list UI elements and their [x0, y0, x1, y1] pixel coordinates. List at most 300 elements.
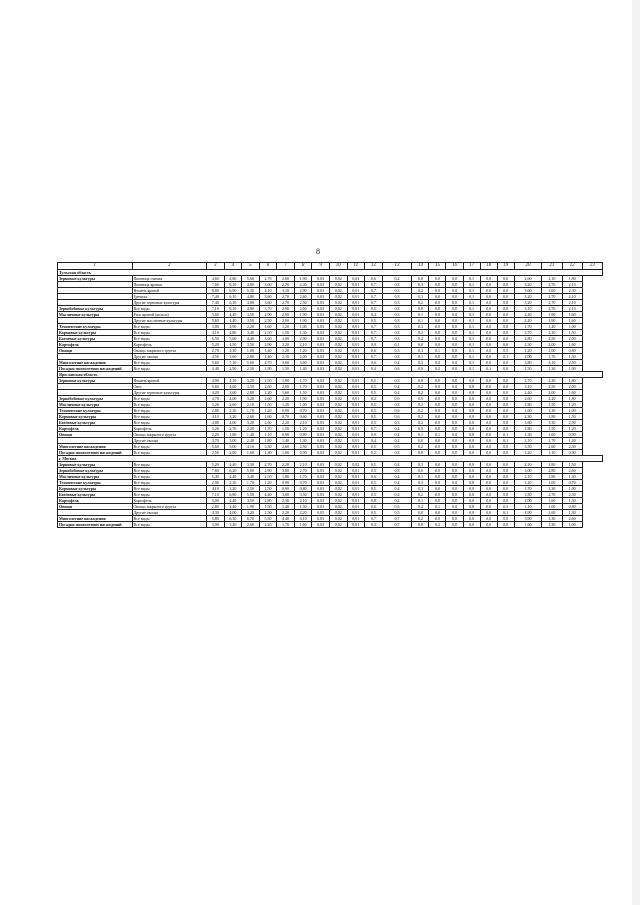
value-cell: 4,10: [259, 288, 277, 294]
value-cell: 2,70: [224, 426, 242, 432]
value-cell: 3,00: [224, 438, 242, 444]
value-cell: 2,50: [242, 486, 260, 492]
value-cell: 0,7: [365, 294, 383, 300]
value-cell: 0,0: [497, 324, 514, 330]
value-cell: 0,0: [480, 468, 497, 474]
value-cell: 3,00: [277, 336, 295, 342]
value-cell: 2,00: [514, 498, 542, 504]
crop-group-cell: Кормовые культуры: [58, 330, 133, 336]
value-cell: 0,02: [329, 510, 347, 516]
value-cell: 4,70: [207, 396, 225, 402]
value-cell: 0,0: [497, 378, 514, 384]
value-cell: 2,60: [242, 414, 260, 420]
value-cell: 1,00: [542, 504, 562, 510]
value-cell: 0,0: [429, 294, 446, 300]
value-cell: 1,30: [562, 498, 582, 504]
value-cell: 1,60: [294, 522, 312, 528]
value-cell: 2,30: [514, 342, 542, 348]
value-cell: 3,90: [207, 522, 225, 528]
value-cell: 4,90: [207, 378, 225, 384]
value-cell: 0,3: [382, 354, 412, 360]
value-cell: 0,0: [463, 432, 480, 438]
value-cell: 2,20: [277, 396, 295, 402]
value-cell: 0,1: [463, 282, 480, 288]
value-cell: 0,4: [382, 492, 412, 498]
value-cell: 4,80: [242, 294, 260, 300]
value-cell: 4,10: [207, 486, 225, 492]
crop-group-cell: Посадки многолетних насаждений: [58, 522, 133, 528]
crop-type-cell: Овощи закрытого грунта: [132, 432, 207, 438]
value-cell: 0,2: [365, 396, 383, 402]
value-cell: 0,0: [429, 384, 446, 390]
value-cell: 1,50: [294, 390, 312, 396]
value-cell: 0,70: [294, 408, 312, 414]
value-cell: 0,0: [497, 468, 514, 474]
value-cell: 1,80: [562, 396, 582, 402]
value-cell: 4,00: [224, 396, 242, 402]
value-cell: 0,0: [412, 468, 429, 474]
value-cell: 2,20: [277, 342, 295, 348]
value-cell: 0,5: [365, 486, 383, 492]
value-cell: 0,0: [446, 312, 463, 318]
table-header-row: [58, 263, 603, 270]
value-cell: 0,0: [480, 294, 497, 300]
value-cell: 0,7: [365, 516, 383, 522]
value-cell: 1,30: [542, 486, 562, 492]
value-cell: 0,01: [347, 306, 365, 312]
value-cell: 0,0: [429, 306, 446, 312]
value-cell: 0,03: [312, 486, 330, 492]
region-name: Тульская область: [58, 270, 603, 276]
value-cell: 0,0: [446, 480, 463, 486]
value-cell: 0,0: [497, 474, 514, 480]
value-cell: 0,0: [446, 522, 463, 528]
value-cell: 0,0: [446, 426, 463, 432]
value-cell: 0,03: [312, 450, 330, 456]
value-cell: 0,03: [312, 444, 330, 450]
value-cell: 0,3: [382, 450, 412, 456]
value-cell: 3,20: [514, 282, 542, 288]
crop-group-cell: Многолетние насаждения: [58, 444, 133, 450]
value-cell: 0,2: [412, 492, 429, 498]
value-cell: 0,0: [446, 486, 463, 492]
value-cell: 0,5: [382, 510, 412, 516]
value-cell: 0,03: [312, 390, 330, 396]
column-header: 14: [412, 263, 429, 270]
value-cell: 0,0: [463, 480, 480, 486]
value-cell: 0,3: [382, 294, 412, 300]
crop-type-cell: Все виды: [132, 444, 207, 450]
value-cell: 5,60: [207, 384, 225, 390]
value-cell: 0,0: [446, 396, 463, 402]
value-cell: 0,02: [329, 474, 347, 480]
value-cell: 1,90: [514, 510, 542, 516]
value-cell: 0,90: [277, 480, 295, 486]
value-cell: 0,0: [446, 444, 463, 450]
value-cell: 4,90: [242, 306, 260, 312]
value-cell: 0,5: [365, 390, 383, 396]
column-header: 11: [347, 263, 365, 270]
value-cell: 0,0: [480, 312, 497, 318]
value-cell: 0,0: [497, 516, 514, 522]
value-cell: 1,30: [294, 330, 312, 336]
value-cell: 0,0: [429, 276, 446, 282]
value-cell: 0,01: [347, 486, 365, 492]
value-cell: 3,50: [242, 384, 260, 390]
value-cell: 0,2: [412, 516, 429, 522]
value-cell: 0,7: [365, 336, 383, 342]
value-cell: 0,02: [329, 450, 347, 456]
value-cell: 0,0: [446, 504, 463, 510]
value-cell: 0,4: [382, 474, 412, 480]
value-cell: 0,03: [312, 396, 330, 402]
value-cell: 0,0: [429, 324, 446, 330]
value-cell: 0,0: [480, 498, 497, 504]
value-cell: 2,00: [294, 354, 312, 360]
value-cell: 2,10: [514, 474, 542, 480]
value-cell: 0,0: [480, 330, 497, 336]
value-cell: 0,0: [446, 510, 463, 516]
value-cell: 0,02: [329, 504, 347, 510]
value-cell: 4,80: [207, 420, 225, 426]
value-cell: 0,1: [463, 354, 480, 360]
value-cell: 3,50: [242, 318, 260, 324]
value-cell: 2,80: [242, 354, 260, 360]
value-cell: 2,70: [514, 330, 542, 336]
value-cell: 0,03: [312, 342, 330, 348]
value-cell: 0,0: [463, 516, 480, 522]
value-cell: 4,10: [207, 414, 225, 420]
value-cell: 0,03: [312, 336, 330, 342]
value-cell: 3,30: [259, 444, 277, 450]
value-cell: 0,02: [329, 342, 347, 348]
value-cell: 0,01: [347, 390, 365, 396]
value-cell: 0,6: [365, 474, 383, 480]
value-cell: 0,1: [463, 300, 480, 306]
value-cell: 2,00: [542, 390, 562, 396]
value-cell: 2,50: [542, 336, 562, 342]
value-cell: 4,40: [259, 492, 277, 498]
value-cell: 0,0: [446, 516, 463, 522]
value-cell: 0,0: [412, 378, 429, 384]
value-cell: 2,90: [259, 342, 277, 348]
value-cell: 0,0: [446, 288, 463, 294]
value-cell: 0,0: [446, 384, 463, 390]
value-cell: 0,6: [365, 504, 383, 510]
crop-group-cell: Овощи: [58, 348, 133, 354]
value-cell: 0,8: [365, 498, 383, 504]
value-cell: 0,2: [412, 288, 429, 294]
value-cell: 0,0: [497, 480, 514, 486]
value-cell: 3,40: [242, 330, 260, 336]
value-cell: 0,0: [463, 402, 480, 408]
value-cell: 0,0: [480, 474, 497, 480]
page-number: 8: [316, 247, 320, 256]
value-cell: 4,60: [224, 384, 242, 390]
value-cell: 0,0: [446, 402, 463, 408]
value-cell: 2,90: [259, 468, 277, 474]
column-header: 20: [514, 263, 542, 270]
value-cell: 0,01: [347, 294, 365, 300]
value-cell: 0,2: [412, 402, 429, 408]
value-cell: 2,20: [542, 396, 562, 402]
crop-type-cell: Все виды: [132, 306, 207, 312]
value-cell: 1,40: [242, 432, 260, 438]
value-cell: 0,2: [412, 408, 429, 414]
value-cell: 1,50: [542, 426, 562, 432]
value-cell: 0,02: [329, 318, 347, 324]
column-header: 17: [463, 263, 480, 270]
value-cell: 1,50: [259, 486, 277, 492]
value-cell: 0,7: [365, 282, 383, 288]
value-cell: 2,50: [294, 444, 312, 450]
crop-group-cell: Посадки многолетних насаждений: [58, 450, 133, 456]
value-cell: 0,9: [365, 342, 383, 348]
value-cell: 3,20: [207, 402, 225, 408]
value-cell: 0,7: [365, 330, 383, 336]
value-cell: 1,50: [562, 414, 582, 420]
value-cell: 1,40: [259, 348, 277, 354]
value-cell: 0,0: [446, 330, 463, 336]
value-cell: 0,5: [365, 480, 383, 486]
value-cell: 2,50: [562, 360, 582, 366]
value-cell: 0,0: [480, 390, 497, 396]
value-cell: 0,0: [480, 426, 497, 432]
value-cell: 0,02: [329, 420, 347, 426]
value-cell: 2,10: [242, 402, 260, 408]
value-cell: 0,02: [329, 492, 347, 498]
column-header: 3: [207, 263, 225, 270]
value-cell: 0,6: [365, 360, 383, 366]
value-cell: 0,5: [365, 468, 383, 474]
value-cell: 2,30: [224, 408, 242, 414]
value-cell: 3,90: [514, 516, 542, 522]
value-cell: 0,0: [497, 330, 514, 336]
value-cell: 2,70: [542, 306, 562, 312]
value-cell: 0,2: [412, 390, 429, 396]
value-cell: 1,30: [294, 504, 312, 510]
value-cell: 0,4: [382, 480, 412, 486]
value-cell: 0,1: [497, 510, 514, 516]
value-cell: 1,90: [259, 366, 277, 372]
value-cell: 1,30: [514, 432, 542, 438]
value-cell: 0,0: [480, 510, 497, 516]
column-header: 23: [582, 263, 602, 270]
value-cell: 3,00: [514, 468, 542, 474]
crop-type-cell: Все виды: [132, 336, 207, 342]
value-cell: 0,03: [312, 330, 330, 336]
value-cell: 3,30: [542, 516, 562, 522]
value-cell: 0,0: [412, 438, 429, 444]
value-cell: 0,0: [497, 420, 514, 426]
crop-type-cell: Другие овощи: [132, 438, 207, 444]
value-cell: 0,0: [429, 516, 446, 522]
value-cell: 4,10: [224, 378, 242, 384]
value-cell: 3,60: [259, 282, 277, 288]
value-cell: 0,0: [463, 444, 480, 450]
value-cell: 0,02: [329, 348, 347, 354]
value-cell: 1,20: [277, 324, 295, 330]
region-name: г. Москва: [58, 456, 603, 462]
value-cell: 4,70: [259, 360, 277, 366]
value-cell: 0,03: [312, 522, 330, 528]
value-cell: 4,80: [242, 300, 260, 306]
value-cell: 1,50: [277, 366, 295, 372]
value-cell: 3,20: [514, 300, 542, 306]
value-cell: 2,10: [277, 354, 295, 360]
value-cell: 0,03: [312, 366, 330, 372]
value-cell: 1,20: [294, 426, 312, 432]
value-cell: 0,0: [497, 486, 514, 492]
value-cell: 1,90: [294, 276, 312, 282]
data-table: [57, 262, 603, 528]
value-cell: 0,0: [480, 384, 497, 390]
value-cell: 1,60: [562, 342, 582, 348]
value-cell: 0,3: [412, 348, 429, 354]
value-cell: 0,3: [382, 336, 412, 342]
crop-group-cell: Масличные культуры: [58, 474, 133, 480]
value-cell: 0,3: [382, 348, 412, 354]
value-cell: 1,80: [542, 414, 562, 420]
value-cell: 1,90: [294, 396, 312, 402]
column-header: 21: [542, 263, 562, 270]
value-cell: 0,0: [429, 312, 446, 318]
value-cell: 1,80: [562, 378, 582, 384]
crop-type-cell: Другие масличные культуры: [132, 318, 207, 324]
value-cell: 0,01: [347, 360, 365, 366]
value-cell: 2,20: [294, 510, 312, 516]
value-cell: 6,10: [224, 306, 242, 312]
value-cell: 0,03: [312, 438, 330, 444]
value-cell: 1,20: [514, 480, 542, 486]
crop-type-cell: Овощи закрытого грунта: [132, 504, 207, 510]
value-cell: 3,60: [259, 300, 277, 306]
value-cell: 0,4: [382, 486, 412, 492]
value-cell: 0,0: [446, 468, 463, 474]
value-cell: 0,90: [562, 432, 582, 438]
value-cell: 0,01: [347, 378, 365, 384]
crop-group-cell: Кормовые культуры: [58, 486, 133, 492]
value-cell: 0,0: [446, 324, 463, 330]
value-cell: 0,4: [382, 426, 412, 432]
value-cell: 4,40: [224, 474, 242, 480]
value-cell: 0,0: [497, 408, 514, 414]
value-cell: 0,01: [347, 414, 365, 420]
value-cell: 3,20: [224, 486, 242, 492]
value-cell: 0,0: [480, 462, 497, 468]
value-cell: 1,00: [294, 402, 312, 408]
value-cell: 0,0: [463, 408, 480, 414]
value-cell: 2,80: [514, 336, 542, 342]
value-cell: 2,50: [259, 510, 277, 516]
value-cell: 1,80: [542, 462, 562, 468]
value-cell: 2,30: [224, 480, 242, 486]
value-cell: 0,2: [382, 276, 412, 282]
value-cell: 5,60: [242, 276, 260, 282]
value-cell: 0,03: [312, 408, 330, 414]
value-cell: 0,1: [412, 312, 429, 318]
value-cell: 0,7: [382, 522, 412, 528]
value-cell: 0,03: [312, 402, 330, 408]
value-cell: 0,0: [480, 486, 497, 492]
value-cell: 0,1: [463, 324, 480, 330]
value-cell: 7,10: [207, 492, 225, 498]
value-cell: 0,0: [497, 276, 514, 282]
value-cell: 0,2: [412, 330, 429, 336]
column-header: 5: [242, 263, 260, 270]
value-cell: 0,0: [480, 282, 497, 288]
value-cell: 0,0: [480, 516, 497, 522]
value-cell: 2,30: [542, 378, 562, 384]
value-cell: 0,0: [480, 402, 497, 408]
value-cell: 0,0: [446, 366, 463, 372]
value-cell: 2,40: [224, 504, 242, 510]
crop-group-cell: Картофель: [58, 498, 133, 504]
value-cell: 2,20: [277, 462, 295, 468]
value-cell: 3,50: [242, 342, 260, 348]
value-cell: 0,0: [480, 432, 497, 438]
crop-type-cell: Гречиха: [132, 294, 207, 300]
value-cell: 2,30: [562, 444, 582, 450]
value-cell: 1,70: [277, 522, 295, 528]
value-cell: 0,2: [412, 444, 429, 450]
value-cell: 1,30: [542, 408, 562, 414]
value-cell: 2,90: [277, 306, 295, 312]
value-cell: 1,50: [562, 330, 582, 336]
value-cell: 0,3: [382, 324, 412, 330]
value-cell: 1,50: [514, 366, 542, 372]
value-cell: 5,60: [207, 360, 225, 366]
column-header: 10: [329, 263, 347, 270]
value-cell: 1,20: [259, 480, 277, 486]
value-cell: 0,5: [365, 378, 383, 384]
crop-type-cell: Картофель: [132, 426, 207, 432]
value-cell: 0,0: [497, 342, 514, 348]
crop-type-cell: Другие овощи: [132, 510, 207, 516]
value-cell: 0,02: [329, 378, 347, 384]
value-cell: 0,0: [463, 438, 480, 444]
value-cell: 0,9: [365, 432, 383, 438]
value-cell: 1,70: [542, 438, 562, 444]
crop-type-cell: Все виды: [132, 414, 207, 420]
value-cell: 2,70: [277, 300, 295, 306]
crop-group-cell: Бахчевые культуры: [58, 420, 133, 426]
value-cell: 5,50: [242, 492, 260, 498]
value-cell: 0,03: [312, 318, 330, 324]
value-cell: 0,02: [329, 324, 347, 330]
crop-type-cell: Все виды: [132, 366, 207, 372]
value-cell: 0,0: [446, 336, 463, 342]
crop-group-cell: Бахчевые культуры: [58, 492, 133, 498]
value-cell: 0,3: [382, 312, 412, 318]
value-cell: 0,01: [347, 336, 365, 342]
value-cell: 0,3: [382, 378, 412, 384]
value-cell: 0,02: [329, 486, 347, 492]
value-cell: 1,80: [242, 348, 260, 354]
value-cell: 0,0: [497, 450, 514, 456]
value-cell: 0,0: [480, 480, 497, 486]
value-cell: 0,0: [429, 438, 446, 444]
value-cell: 0,02: [329, 432, 347, 438]
value-cell: 0,0: [429, 474, 446, 480]
value-cell: 0,03: [312, 282, 330, 288]
value-cell: 0,02: [329, 288, 347, 294]
value-cell: 0,01: [347, 510, 365, 516]
value-cell: 0,0: [497, 282, 514, 288]
value-cell: 0,01: [347, 432, 365, 438]
value-cell: 1,30: [542, 522, 562, 528]
value-cell: 2,10: [562, 282, 582, 288]
